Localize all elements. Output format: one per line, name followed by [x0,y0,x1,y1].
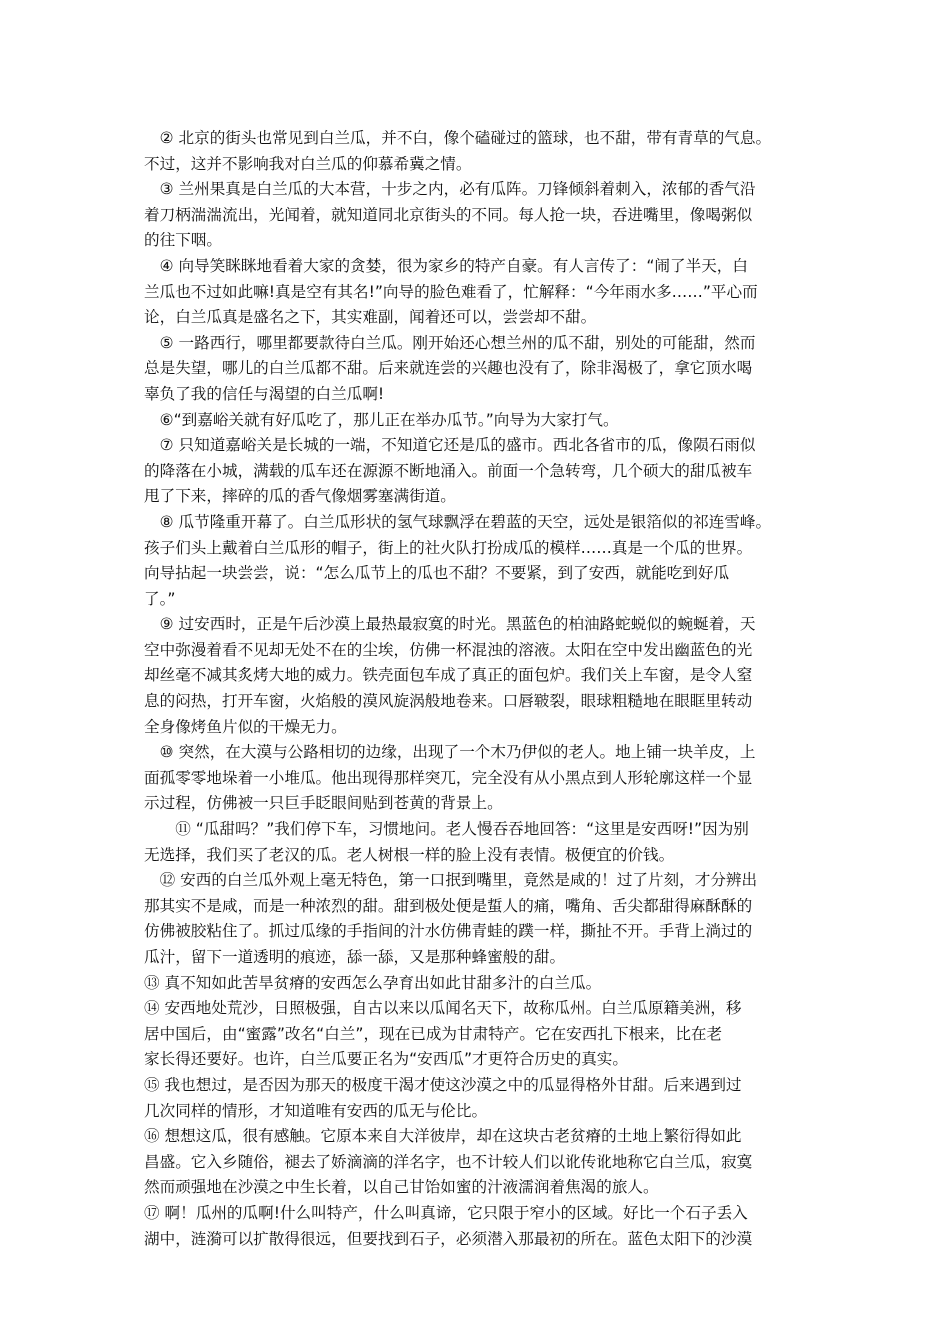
text-line: 却丝毫不减其炙烤大地的威力。铁壳面包车成了真正的面包炉。我们关上车窗，是令人窒 [144,666,753,685]
text-line: 甩了下来，摔碎的瓜的香气像烟雾塞满街道。 [144,487,456,506]
text-line: ⑦ 只知道嘉峪关是长城的一端，不知道它还是瓜的盛市。西北各省市的瓜，像陨石雨似 [144,436,756,455]
text-line: 湖中，涟漪可以扩散得很远，但要找到石子，必须潜入那最初的所在。蓝色太阳下的沙漠 [144,1229,753,1248]
text-line: 了。” [144,589,176,608]
text-line: ⑪ “瓜甜吗？”我们停下车，习惯地问。老人慢吞吞地回答：“这里是安西呀!”因为别 [144,820,749,839]
text-line: 居中国后，由“蜜露”改名“白兰”，现在已成为甘肃特产。它在安西扎下根来，比在老 [144,1024,723,1043]
text-line: ⑬ 真不知如此苦旱贫瘠的安西怎么孕育出如此甘甜多汁的白兰瓜。 [144,973,602,992]
text-line: 总是失望，哪儿的白兰瓜都不甜。后来就连尝的兴趣也没有了，除非渴极了，拿它顶水喝 [144,359,753,378]
text-line: ⑫ 安西的白兰瓜外观上毫无特色，第一口抿到嘴里，竟然是咸的！过了片刻，才分辨出 [144,871,758,890]
paragraph [144,868,824,970]
paragraph [144,126,824,177]
text-line: 辜负了我的信任与渴望的白兰瓜啊! [144,384,385,403]
text-line: ⑰ 啊！瓜州的瓜啊!什么叫特产，什么叫真谛，它只限于窄小的区域。好比一个石子丢入 [144,1203,748,1222]
text-line: ⑭ 安西地处荒沙，日照极强，自古以来以瓜闻名天下，故称瓜州。白兰瓜原籍美洲，移 [144,999,742,1018]
text-line: ⑩ 突然，在大漠与公路相切的边缘，出现了一个木乃伊似的老人。地上铺一块羊皮，上 [144,743,756,762]
paragraph [144,408,824,434]
text-line: ⑤ 一路西行，哪里都要款待白兰瓜。刚开始还心想兰州的瓜不甜，别处的可能甜，然而 [144,333,756,352]
text-line: 孩子们头上戴着白兰瓜形的帽子，街上的社火队打扮成瓜的模样……真是一个瓜的世界。 [144,538,753,557]
paragraph [144,971,824,997]
paragraph [144,612,824,740]
paragraph [144,254,824,331]
text-line: 向导拈起一块尝尝，说：“怎么瓜节上的瓜也不甜？不要紧，到了安西，就能吃到好瓜 [144,564,730,583]
text-line: ④ 向导笑眯眯地看着大家的贪婪，很为家乡的特产自豪。有人言传了：“闹了半天，白 [144,256,748,275]
text-line: 仿佛被胶粘住了。抓过瓜缘的手指间的汁水仿佛青蛙的蹼一样，撕扯不开。手背上淌过的 [144,922,753,941]
text-line: 空中弥漫着看不见却无处不在的尘埃，仿佛一杯混浊的溶液。太阳在空中发出幽蓝色的光 [144,640,753,659]
text-line: 无选择，我们买了老汉的瓜。老人树根一样的脸上没有表情。极便宜的价钱。 [144,845,675,864]
text-line: ③ 兰州果真是白兰瓜的大本营，十步之内，必有瓜阵。刀锋倾斜着刺入，浓郁的香气沿 [144,180,756,199]
text-line: ⑮ 我也想过，是否因为那天的极度干渴才使这沙漠之中的瓜显得格外甘甜。后来遇到过 [144,1075,742,1094]
paragraph [144,817,824,868]
text-line: 然而顽强地在沙漠之中生长着，以自己甘饴如蜜的汁液濡润着焦渴的旅人。 [144,1178,659,1197]
text-line: ⑥“到嘉峪关就有好瓜吃了，那儿正在举办瓜节。”向导为大家打气。 [144,410,619,429]
text-line: 的往下咽。 [144,231,222,250]
text-line: 示过程，仿佛被一只巨手眨眼间贴到苍黄的背景上。 [144,794,503,813]
text-line: 不过，这并不影响我对白兰瓜的仰慕希冀之情。 [144,154,472,173]
text-line: 几次同样的情形，才知道唯有安西的瓜无与伦比。 [144,1101,488,1120]
text-line: 全身像烤鱼片似的干燥无力。 [144,717,347,736]
text-line: ⑧ 瓜节隆重开幕了。白兰瓜形状的氢气球飘浮在碧蓝的天空，远处是银箔似的祁连雪峰。 [144,512,772,531]
text-line: 面孤零零地垛着一小堆瓜。他出现得那样突兀，完全没有从小黑点到人形轮廓这样一个显 [144,768,753,787]
paragraph [144,1201,824,1252]
essay-body [144,126,824,1252]
paragraph [144,996,824,1073]
text-line: 的降落在小城，满载的瓜车还在源源不断地涌入。前面一个急转弯，几个硕大的甜瓜被车 [144,461,753,480]
paragraph [144,1124,824,1201]
text-line: 息的闷热，打开车窗，火焰般的漠风旋涡般地卷来。口唇皲裂，眼球粗糙地在眼眶里转动 [144,692,753,711]
text-line: 昌盛。它入乡随俗，褪去了娇滴滴的洋名字，也不计较人们以讹传讹地称它白兰瓜，寂寞 [144,1152,753,1171]
paragraph [144,331,824,408]
text-line: ⑯ 想想这瓜，很有感触。它原本来自大洋彼岸，却在这块古老贫瘠的土地上繁衍得如此 [144,1127,742,1146]
text-line: ⑨ 过安西时，正是午后沙漠上最热最寂寞的时光。黑蓝色的柏油路蛇蜕似的蜿蜒着，天 [144,615,756,634]
paragraph [144,510,824,612]
text-line: 那其实不是咸，而是一种浓烈的甜。甜到极处便是蜇人的痛，嘴角、舌尖都甜得麻酥酥的 [144,896,753,915]
paragraph [144,433,824,510]
paragraph [144,740,824,817]
text-line: 论，白兰瓜真是盛名之下，其实难副，闻着还可以，尝尝却不甜。 [144,308,597,327]
text-line: 家长得还要好。也许，白兰瓜要正名为“安西瓜”才更符合历史的真实。 [144,1050,628,1069]
text-line: ② 北京的街头也常见到白兰瓜，并不白，像个磕碰过的篮球，也不甜，带有青草的气息。 [144,129,772,147]
text-line: 瓜汁，留下一道透明的痕迹，舔一舔，又是那种蜂蜜般的甜。 [144,948,566,966]
paragraph [144,1073,824,1124]
text-line: 兰瓜也不过如此嘛!真是空有其名!”向导的脸色难看了，忙解释：“今年雨水多……”平心而 [144,282,758,301]
text-line: 着刀柄湍湍流出，光闻着，就知道同北京街头的不同。每人抢一块，吞进嘴里，像喝粥似 [144,205,753,224]
paragraph [144,177,824,254]
